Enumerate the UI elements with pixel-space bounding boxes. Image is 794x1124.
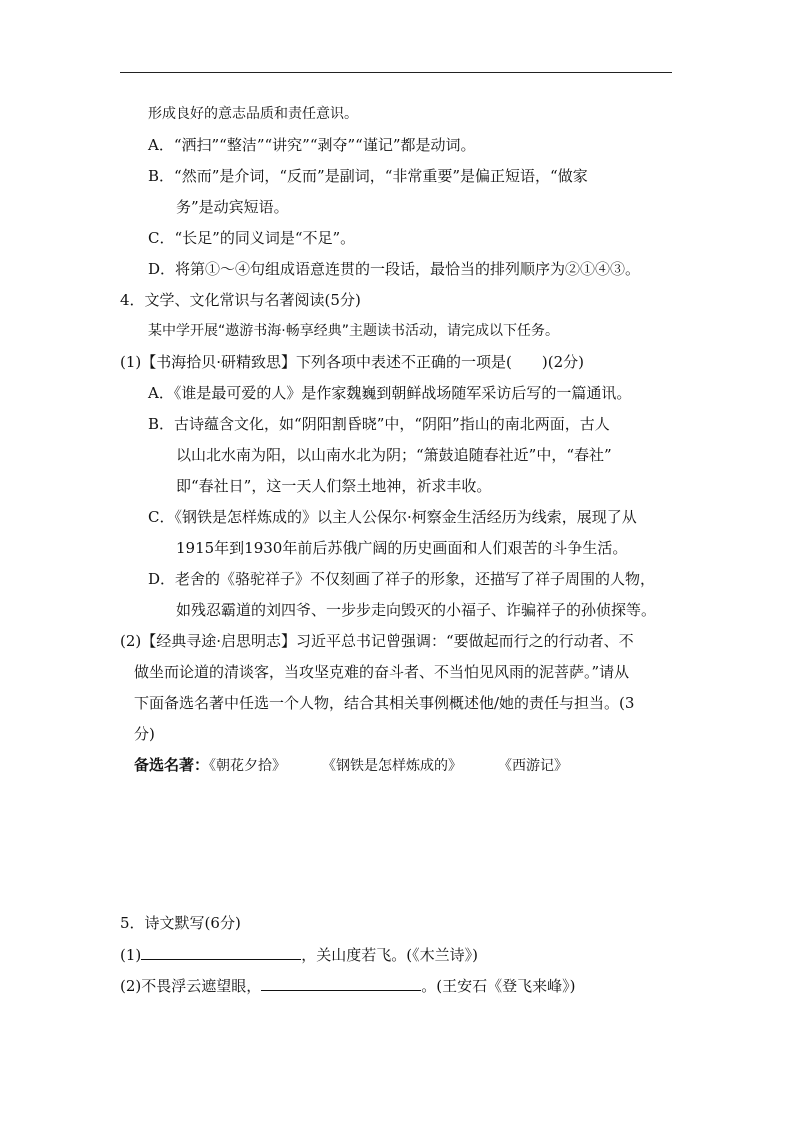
- q5-item2-suffix: 。(王安石《登飞来峰》): [421, 977, 576, 995]
- q4-part2-line4: 分): [134, 725, 155, 743]
- q4-part1-option-b-line1: B．古诗蕴含文化，如“阴阳割昏晓”中，“阴阳”指山的南北两面，古人: [148, 415, 610, 433]
- q4-part1-stem: (1)【书海拾贝·研精致思】下列各项中表述不正确的一项是( )(2分): [120, 353, 584, 371]
- q3-option-b-line1: B．“然而”是介词，“反而”是副词，“非常重要”是偏正短语，“做家: [148, 167, 588, 185]
- q4-part1-option-c-line1: C．《钢铁是怎样炼成的》以主人公保尔·柯察金生活经历为线索，展现了从: [148, 508, 637, 526]
- q4-book-list: [134, 755, 568, 776]
- q4-intro: 某中学开展“遨游书海·畅享经典”主题读书活动，请完成以下任务。: [148, 323, 559, 339]
- q5-item2: [120, 975, 575, 996]
- q5-item1-prefix: (1): [120, 946, 142, 964]
- q4-title: 4．文学、文化常识与名著阅读(5分): [120, 291, 361, 309]
- q5-item1: [120, 944, 478, 965]
- q3-intro-tail: 形成良好的意志品质和责任意识。: [148, 106, 358, 122]
- q4-part1-option-b-line2: 以山北水南为阳，以山南水北为阴；“箫鼓追随春社近”中，“春社”: [176, 446, 612, 464]
- q4-part1-option-b-line3: 即“春社日”，这一天人们祭土地神，祈求丰收。: [176, 477, 492, 495]
- book-option-2: 《钢铁是怎样炼成的》: [322, 758, 463, 774]
- q5-item2-prefix: (2)不畏浮云遮望眼，: [120, 977, 262, 995]
- q4-part1-option-d-line1: D．老舍的《骆驼祥子》不仅刻画了祥子的形象，还描写了祥子周围的人物，: [148, 570, 656, 588]
- q5-item2-blank[interactable]: [261, 975, 421, 991]
- q4-part2-line3: 下面备选名著中任选一个人物，结合其相关事例概述他/她的责任与担当。(3: [134, 694, 635, 712]
- q4-part2-line1: (2)【经典寻途·启思明志】习近平总书记曾强调：“要做起而行之的行动者、不: [120, 632, 634, 650]
- q4-part1-option-d-line2: 如残忍霸道的刘四爷、一步步走向毁灭的小福子、诈骗祥子的孙侦探等。: [176, 601, 657, 619]
- q3-option-c: C．“长足”的同义词是“不足”。: [148, 229, 356, 247]
- q5-title: 5．诗文默写(6分): [120, 914, 241, 932]
- q5-item1-blank[interactable]: [141, 944, 301, 960]
- q4-part1-option-c-line2: 1915年到1930年前后苏俄广阔的历史画面和人们艰苦的斗争生活。: [176, 539, 628, 557]
- book-option-3: 《西游记》: [498, 758, 569, 774]
- book-option-1: 《朝花夕拾》: [209, 758, 287, 774]
- q5-item1-suffix: ，关山度若飞。(《木兰诗》): [301, 946, 478, 964]
- q4-part2-line2: 做坐而论道的清谈客，当攻坚克难的奋斗者、不当怕见风雨的泥菩萨。”请从: [134, 663, 630, 681]
- q3-option-b-line2: 务”是动宾短语。: [176, 198, 289, 216]
- q3-option-a: A．“洒扫”“整洁”“讲究”“剥夺”“谨记”都是动词。: [148, 136, 476, 154]
- q4-part1-option-a: A．《谁是最可爱的人》是作家魏巍到朝鲜战场随军采访后写的一篇通讯。: [148, 384, 632, 402]
- q3-option-d: D．将第①～④句组成语意连贯的一段话，最恰当的排列顺序为②①④③。: [148, 260, 641, 278]
- book-list-label: 备选名著：: [134, 756, 210, 774]
- header-rule: [120, 72, 672, 73]
